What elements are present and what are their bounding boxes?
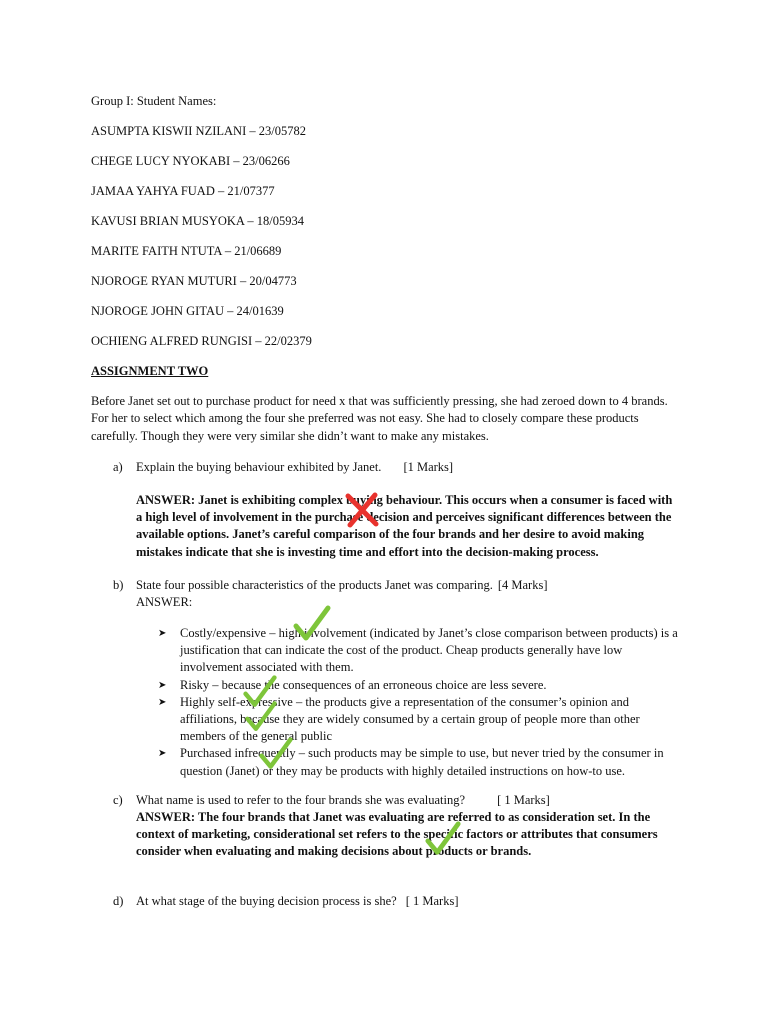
question-text: Explain the buying behaviour exhibited by Janet.: [136, 460, 382, 474]
question-a: [113, 459, 453, 476]
student-name: NJOROGE JOHN GITAU – 24/01639: [91, 304, 284, 318]
student-name: CHEGE LUCY NYOKABI – 23/06266: [91, 154, 290, 168]
arrow-bullet-icon: ➤: [158, 628, 167, 639]
assignment-title: ASSIGNMENT TWO: [91, 364, 209, 378]
intro-paragraph: Before Janet set out to purchase product for need x that was sufficiently pressing, she had zeroed down to 4 brands. For her to select which among the four she preferred was not easy. She had to closely compare these products carefully. Though they were very similar she didn’t want to make any mistakes.: [91, 394, 668, 443]
student-name: JAMAA YAHYA FUAD – 21/07377: [91, 184, 275, 198]
student-name: NJOROGE RYAN MUTURI – 20/04773: [91, 274, 297, 288]
student-name: OCHIENG ALFRED RUNGISI – 22/02379: [91, 334, 312, 348]
question-c: [113, 792, 550, 809]
question-label: d): [113, 894, 124, 908]
student-name: KAVUSI BRIAN MUSYOKA – 18/05934: [91, 214, 304, 228]
answer-a: ANSWER: Janet is exhibiting complex buying behaviour. This occurs when a consumer is faced with a high level of involvement in the purchase decision and perceives significant differences between the available options. Janet’s careful comparison of the four brands and her desire to avoid making mistakes indicate that she is investing time and effort into the decision-making process.: [136, 493, 673, 559]
list-item: ➤ Costly/expensive – high involvement (indicated by Janet’s close comparison between products) is a justification that can indicate the cost of the product. Cheap products generally have low involvement associated with them.: [158, 626, 678, 675]
student-name: MARITE FAITH NTUTA – 21/06689: [91, 244, 282, 258]
list-item: ➤ Highly self-expressive – the products give a representation of the consumer’s opinion and affiliations, because they are widely consumed by a certain group of people more than other members of the general public: [158, 694, 640, 744]
answer-c: ANSWER: The four brands that Janet was evaluating are referred to as consideration set. In the context of marketing, considerational set refers to the specific factors or attributes that consumers consider when evaluating and making decisions about products or brands.: [136, 810, 658, 859]
question-d: [113, 893, 458, 910]
question-marks: [4 Marks]: [497, 578, 548, 592]
question-label: b): [113, 578, 124, 592]
list-item: ➤ Risky – because the consequences of an erroneous choice are less severe.: [158, 677, 681, 694]
list-item: ➤ Purchased infrequently – such products may be simple to use, but never tried by the consumer in question (Janet) or they may be products with highly detailed instructions on how-to use.: [158, 746, 664, 778]
arrow-bullet-icon: ➤: [158, 748, 167, 760]
arrow-bullet-icon: ➤: [158, 679, 167, 691]
group-title: Group I: Student Names:: [91, 94, 217, 108]
question-marks: [ 1 Marks]: [497, 793, 550, 807]
arrow-bullet-icon: ➤: [158, 696, 167, 708]
question-b: [113, 577, 547, 594]
question-text: What name is used to refer to the four brands she was evaluating?: [136, 793, 466, 807]
question-marks: [ 1 Marks]: [405, 894, 459, 908]
question-label: c): [113, 793, 123, 807]
question-text: State four possible characteristics of the products Janet was comparing.: [136, 578, 493, 592]
question-text: At what stage of the buying decision process is she?: [136, 894, 397, 908]
answer-b-label: ANSWER:: [136, 595, 193, 609]
answer-b-list: [158, 625, 681, 780]
question-marks: [1 Marks]: [403, 460, 454, 474]
student-name: ASUMPTA KISWII NZILANI – 23/05782: [91, 124, 306, 138]
question-label: a): [113, 460, 123, 474]
